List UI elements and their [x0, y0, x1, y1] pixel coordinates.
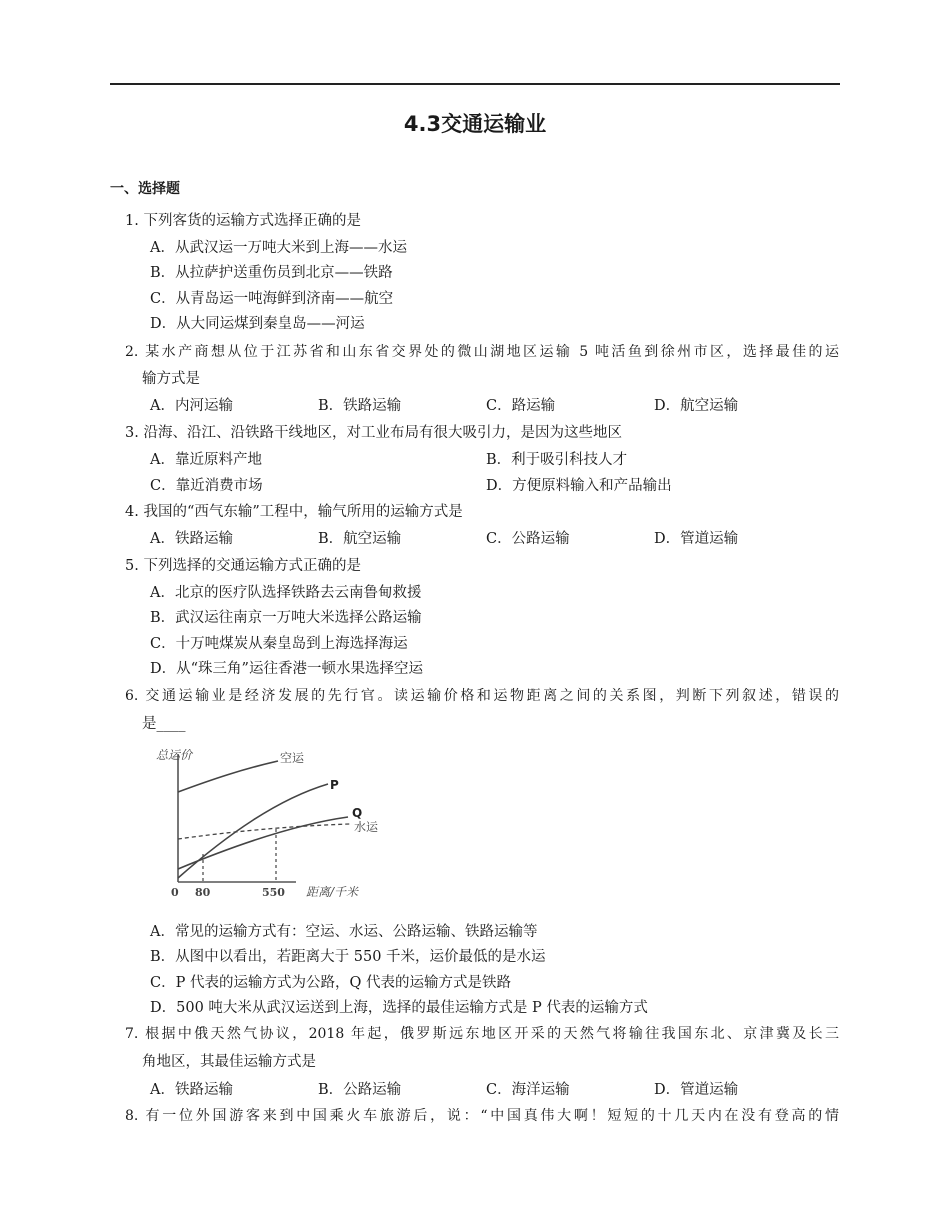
page-title: 4.3交通运输业 — [403, 112, 547, 136]
question-1-stem: 1. 下列客货的运输方式选择正确的是 — [125, 213, 361, 229]
freight-cost-figure — [156, 744, 393, 904]
q1-option-b[interactable]: B．从拉萨护送重伤员到北京——铁路 — [150, 265, 393, 281]
q6-option-c[interactable]: C．P 代表的运输方式为公路，Q 代表的运输方式是铁路 — [150, 975, 511, 991]
q3-option-c[interactable]: C．靠近消费市场 — [150, 478, 263, 494]
p-curve — [178, 784, 328, 878]
section-heading: 一、选择题 — [110, 181, 180, 197]
q3-option-d[interactable]: D．方便原料输入和产品输出 — [486, 478, 672, 494]
q4-option-a[interactable]: A．铁路运输 — [150, 531, 233, 547]
tick-550-label: 550 — [262, 886, 285, 899]
q5-option-a[interactable]: A．北京的医疗队选择铁路去云南鲁甸救援 — [150, 585, 422, 601]
q3-option-b[interactable]: B．利于吸引科技人才 — [486, 452, 628, 468]
q5-option-d[interactable]: D．从“珠三角”运往香港一顿水果选择空运 — [150, 661, 423, 677]
q7-option-d[interactable]: D．管道运输 — [654, 1082, 739, 1098]
q4-option-d[interactable]: D．管道运输 — [654, 531, 739, 547]
q5-option-b[interactable]: B．武汉运往南京一万吨大米选择公路运输 — [150, 610, 422, 626]
q2-option-a[interactable]: A．内河运输 — [150, 398, 233, 414]
question-5-stem: 5. 下列选择的交通运输方式正确的是 — [125, 558, 361, 574]
q7-option-b[interactable]: B．公路运输 — [318, 1082, 402, 1098]
q2-option-c[interactable]: C．路运输 — [486, 398, 556, 414]
x-axis-label: 距离/千米 — [306, 885, 359, 899]
q5-option-c[interactable]: C．十万吨煤炭从秦皇岛到上海选择海运 — [150, 636, 408, 652]
label-q: Q — [352, 806, 363, 820]
question-8-stem: 8. 有一位外国游客来到中国乘火车旅游后，说：“中国真伟大啊！短短的十几天内在没有登高的情 — [125, 1108, 839, 1124]
q1-option-d[interactable]: D．从大同运煤到秦皇岛——河运 — [150, 316, 365, 332]
label-air: 空运 — [280, 751, 305, 765]
q4-option-c[interactable]: C．公路运输 — [486, 531, 570, 547]
question-7-stem: 7. 根据中俄天然气协议，2018 年起，俄罗斯远东地区开采的天然气将输往我国东北、京津冀及长三 — [125, 1026, 839, 1042]
label-water: 水运 — [354, 820, 379, 834]
q3-option-a[interactable]: A．靠近原料产地 — [150, 452, 262, 468]
q6-option-b[interactable]: B．从图中以看出，若距离大于 550 千米，运价最低的是水运 — [150, 949, 546, 965]
origin-label: 0 — [171, 886, 179, 899]
question-2-stem-cont: 输方式是 — [142, 371, 200, 387]
q2-option-d[interactable]: D．航空运输 — [654, 398, 739, 414]
q1-option-a[interactable]: A．从武汉运一万吨大米到上海——水运 — [150, 240, 407, 256]
label-p: P — [330, 778, 339, 792]
tick-80-label: 80 — [195, 886, 211, 899]
question-6-stem-cont: 是____ — [142, 716, 186, 732]
q6-option-a[interactable]: A．常见的运输方式有：空运、水运、公路运输、铁路运输等 — [150, 924, 538, 940]
question-6-stem: 6. 交通运输业是经济发展的先行官。读运输价格和运物距离之间的关系图，判断下列叙述，错误的 — [125, 688, 839, 704]
q1-option-c[interactable]: C．从青岛运一吨海鲜到济南——航空 — [150, 291, 394, 307]
header-rule — [110, 83, 840, 85]
q4-option-b[interactable]: B．航空运输 — [318, 531, 402, 547]
question-7-stem-cont: 角地区，其最佳运输方式是 — [142, 1054, 316, 1070]
q6-option-d[interactable]: D．500 吨大米从武汉运送到上海，选择的最佳运输方式是 P 代表的运输方式 — [150, 1000, 648, 1016]
y-axis-label: 总运价 — [156, 748, 193, 762]
q7-option-a[interactable]: A．铁路运输 — [150, 1082, 233, 1098]
question-2-stem: 2. 某水产商想从位于江苏省和山东省交界处的微山湖地区运输 5 吨活鱼到徐州市区，选择最佳的运 — [125, 344, 839, 360]
question-3-stem: 3. 沿海、沿江、沿铁路干线地区，对工业布局有很大吸引力，是因为这些地区 — [125, 425, 622, 441]
question-4-stem: 4. 我国的“西气东输”工程中，输气所用的运输方式是 — [125, 504, 463, 520]
q2-option-b[interactable]: B．铁路运输 — [318, 398, 402, 414]
q7-option-c[interactable]: C．海洋运输 — [486, 1082, 570, 1098]
air-curve — [178, 761, 278, 792]
freight-cost-graph — [156, 744, 393, 904]
